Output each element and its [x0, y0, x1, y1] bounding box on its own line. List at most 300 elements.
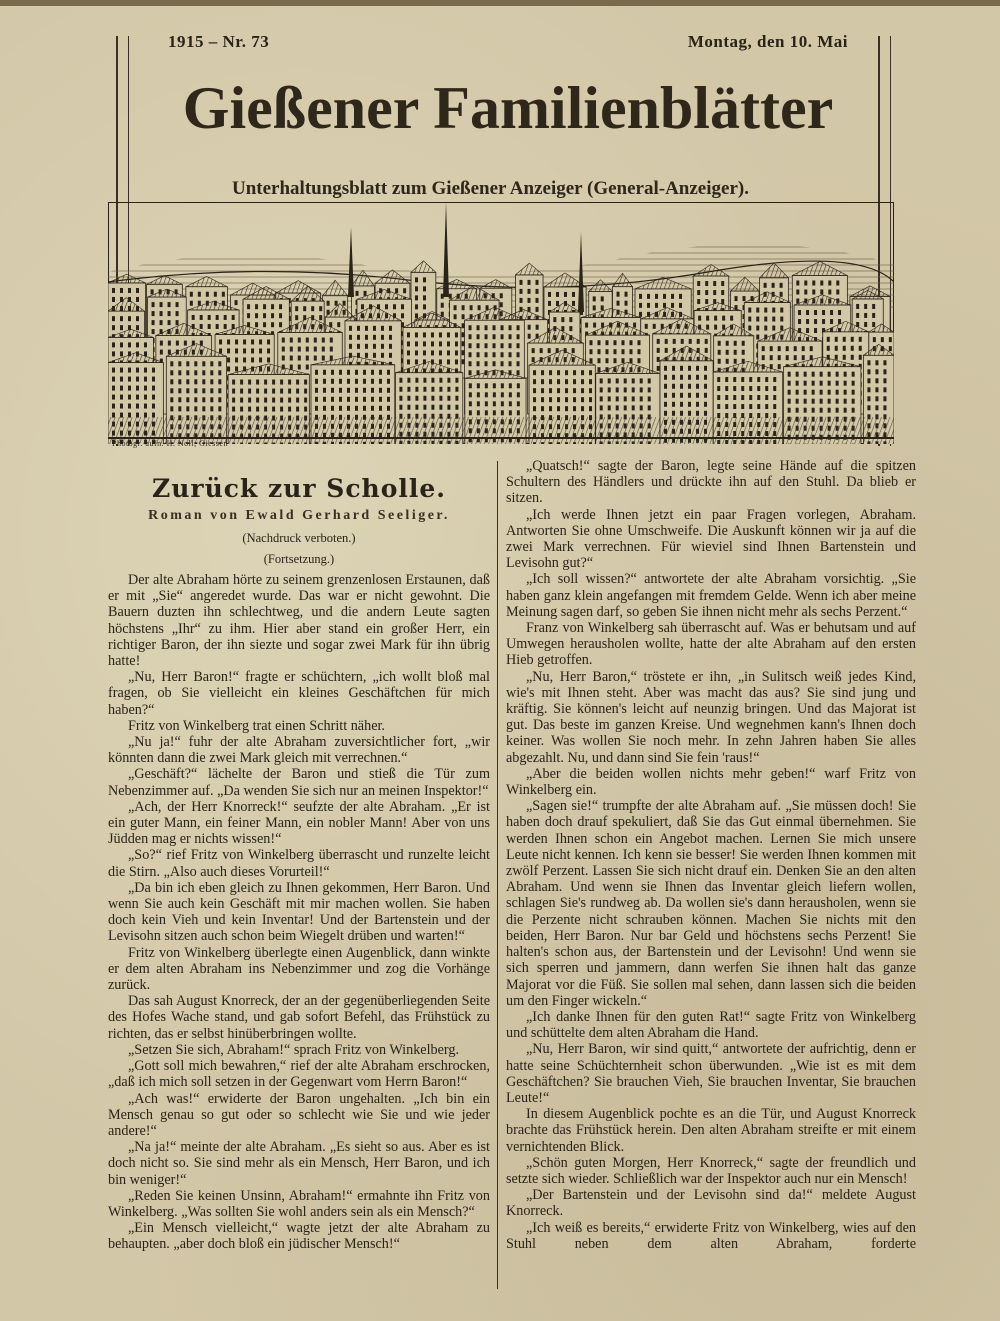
window [477, 325, 480, 330]
window [255, 304, 258, 309]
window [240, 380, 243, 385]
window [423, 295, 426, 300]
window [462, 305, 465, 310]
window [251, 348, 254, 353]
window [168, 302, 171, 307]
window [447, 359, 450, 364]
window [439, 341, 442, 346]
window [597, 340, 600, 345]
window [232, 380, 235, 385]
window [240, 389, 243, 394]
church-spire [443, 202, 449, 297]
roof [516, 263, 544, 275]
window [431, 405, 434, 410]
window [469, 334, 472, 339]
window [136, 404, 139, 409]
window [605, 358, 608, 363]
window [788, 399, 791, 404]
window [812, 390, 815, 395]
window [290, 365, 293, 370]
window [706, 316, 709, 321]
window [528, 298, 531, 303]
window [271, 313, 274, 318]
window [765, 395, 768, 400]
window [280, 407, 283, 412]
window [120, 395, 123, 400]
window [856, 304, 859, 309]
window [601, 323, 604, 328]
window [632, 405, 635, 410]
window [152, 329, 155, 334]
window [462, 314, 465, 319]
window [772, 317, 775, 322]
window [144, 386, 147, 391]
window [704, 402, 707, 407]
window [616, 405, 619, 410]
window [704, 384, 707, 389]
window [533, 397, 536, 402]
window [176, 320, 179, 325]
window [128, 395, 131, 400]
window [462, 341, 465, 346]
window [632, 378, 635, 383]
window [272, 389, 275, 394]
window [160, 350, 163, 355]
window [859, 337, 862, 342]
window [875, 369, 878, 374]
window [455, 332, 458, 337]
window [717, 404, 720, 409]
window [144, 342, 147, 347]
window [373, 326, 376, 331]
window [770, 355, 773, 360]
window [232, 398, 235, 403]
window [112, 395, 115, 400]
window [573, 379, 576, 384]
window [680, 366, 683, 371]
window [820, 381, 823, 386]
paragraph: „Ich werde Ihnen jetzt ein paar Fragen vorlegen, Abraham. Antworten Sie ohne Umschweife. Die Auskunft können wir ja auf die zwei Mark verrechnen. Für wieviel sind Ihnen Bartenstein und Levisohn gut?“ [506, 506, 916, 572]
window [517, 352, 520, 357]
window [796, 390, 799, 395]
window [381, 335, 384, 340]
paragraph: „Setzen Sie sich, Abraham!“ sprach Fritz von Winkelberg. [128, 1041, 460, 1058]
window [331, 370, 334, 375]
paragraph: Das sah August Knorreck, der an der gegenüberliegenden Seite des Hofes Wache stand, und gab sofort Befehl, das Frühstück zu richten, das er selbst hinüberbringen wollte. [108, 993, 490, 1042]
window [112, 351, 115, 356]
window [528, 289, 531, 294]
window [536, 289, 539, 294]
window [455, 350, 458, 355]
window [315, 397, 318, 402]
window [772, 283, 775, 288]
reprint-notice: (Nachdruck verboten.) [242, 531, 356, 545]
window [637, 358, 640, 363]
window [679, 294, 682, 299]
window [714, 325, 717, 330]
window [501, 334, 504, 339]
window [533, 379, 536, 384]
window [828, 289, 831, 294]
window [778, 364, 781, 369]
window [549, 388, 552, 393]
window [556, 301, 559, 306]
window [549, 370, 552, 375]
window [399, 387, 402, 392]
paragraph: „Ach, der Herr Knorreck!“ seufzte der alte Abraham. „Er ist ein guter Mann, ein feiner Mann, ein nobler Mann! Aber von uns Jüdden mag er nichts wissen!“ [108, 798, 490, 848]
window [657, 366, 660, 371]
window [757, 395, 760, 400]
window [664, 393, 667, 398]
window [812, 408, 815, 413]
window [633, 323, 636, 328]
window [170, 406, 173, 411]
window [387, 397, 390, 402]
window [852, 408, 855, 413]
window [680, 384, 683, 389]
window [867, 378, 870, 383]
paragraph: „Na ja!“ meinte der alte Abraham. „Es sieht so aus. Aber es ist doch nicht so. Sie sind mehr als ein Mensch, Herr Baron, und ich bin weniger!“ [108, 1139, 490, 1188]
window [415, 341, 418, 346]
window [749, 377, 752, 382]
window [128, 368, 131, 373]
window [718, 350, 721, 355]
window [454, 305, 457, 310]
window [541, 397, 544, 402]
window [248, 389, 251, 394]
window [144, 377, 147, 382]
window [593, 323, 596, 328]
window [557, 370, 560, 375]
window [664, 375, 667, 380]
window [698, 316, 701, 321]
window [883, 360, 886, 365]
window [672, 384, 675, 389]
paragraph: „Nu, Herr Baron,“ tröstete er ihn, „in Sulitsch weiß jedes Kind, wie's mit Ihnen steht. Aber was macht das aus? Sie sind jung und kräftig. Sie können's leicht auf neunzig bringen. Und das Majorat ist gut. Das beste im ganzen Kreise. Und wegnehmen kann's Ihnen doch keiner. Was wollen Sie noch mehr. In zehn Jahren haben Sie alles abgezahlt. Nu, und dann sind Sie fein 'raus!“ [506, 668, 916, 766]
window [219, 348, 222, 353]
window [548, 348, 551, 353]
window [517, 361, 520, 366]
window [493, 325, 496, 330]
window [190, 292, 193, 297]
window [864, 313, 867, 318]
window [718, 359, 721, 364]
window [533, 388, 536, 393]
window [407, 378, 410, 383]
window [485, 334, 488, 339]
window [355, 388, 358, 393]
window [621, 358, 624, 363]
window [704, 411, 707, 416]
window [194, 379, 197, 384]
window [327, 301, 330, 306]
window [120, 316, 123, 321]
window [280, 380, 283, 385]
window [820, 280, 823, 285]
window [486, 305, 489, 310]
window [385, 304, 388, 309]
window [152, 395, 155, 400]
window [864, 304, 867, 309]
window [243, 357, 246, 362]
window [772, 308, 775, 313]
window [780, 283, 783, 288]
window [379, 406, 382, 411]
window [439, 332, 442, 337]
window [222, 292, 225, 297]
window [251, 339, 254, 344]
window [168, 320, 171, 325]
window [872, 304, 875, 309]
window [454, 314, 457, 319]
window [830, 319, 833, 324]
window [363, 388, 366, 393]
window [804, 408, 807, 413]
window [565, 406, 568, 411]
window [247, 313, 250, 318]
window [718, 341, 721, 346]
window [485, 361, 488, 366]
window [889, 346, 892, 351]
window [810, 346, 813, 351]
window [726, 359, 729, 364]
window [288, 380, 291, 385]
window [501, 383, 504, 388]
window [672, 366, 675, 371]
window [549, 406, 552, 411]
window [852, 372, 855, 377]
window [569, 317, 572, 322]
window [657, 339, 660, 344]
window [528, 280, 531, 285]
window [323, 397, 326, 402]
window [648, 396, 651, 401]
window [556, 292, 559, 297]
window [764, 317, 767, 322]
window [814, 319, 817, 324]
window [280, 398, 283, 403]
window [168, 350, 171, 355]
window [387, 370, 390, 375]
window [256, 398, 259, 403]
window [748, 317, 751, 322]
window [528, 334, 531, 339]
window [875, 396, 878, 401]
window [540, 348, 543, 353]
window [282, 338, 285, 343]
window [828, 381, 831, 386]
window [152, 320, 155, 325]
window [272, 398, 275, 403]
window [200, 341, 203, 346]
window [290, 347, 293, 352]
window [206, 292, 209, 297]
window [120, 404, 123, 409]
window [648, 378, 651, 383]
window [381, 353, 384, 358]
window [764, 326, 767, 331]
window [589, 397, 592, 402]
window [756, 308, 759, 313]
window [859, 355, 862, 360]
window [640, 378, 643, 383]
window [361, 304, 364, 309]
window [349, 326, 352, 331]
window [721, 281, 724, 286]
window [836, 372, 839, 377]
window [303, 306, 306, 311]
window [170, 379, 173, 384]
window [796, 298, 799, 303]
window [431, 341, 434, 346]
window [152, 413, 155, 418]
window [844, 399, 847, 404]
window [477, 410, 480, 415]
window [330, 338, 333, 343]
window [306, 347, 309, 352]
window [796, 280, 799, 285]
window [541, 379, 544, 384]
window [657, 348, 660, 353]
window [296, 389, 299, 394]
window [493, 361, 496, 366]
window [600, 396, 603, 401]
window [256, 407, 259, 412]
window [520, 289, 523, 294]
window [469, 383, 472, 388]
window [629, 349, 632, 354]
window [232, 315, 235, 320]
window [144, 413, 147, 418]
window [786, 346, 789, 351]
window [883, 387, 886, 392]
window [664, 402, 667, 407]
window [828, 408, 831, 413]
window [616, 396, 619, 401]
window [288, 407, 291, 412]
window [339, 370, 342, 375]
window [835, 355, 838, 360]
window [323, 388, 326, 393]
window [532, 357, 535, 362]
window [802, 355, 805, 360]
window [532, 348, 535, 353]
window [128, 413, 131, 418]
window [770, 346, 773, 351]
window [331, 379, 334, 384]
window [455, 396, 458, 401]
window [271, 322, 274, 327]
window [296, 380, 299, 385]
window [219, 339, 222, 344]
window [423, 304, 426, 309]
window [235, 348, 238, 353]
window [319, 306, 322, 311]
window [178, 361, 181, 366]
window [836, 408, 839, 413]
window [836, 381, 839, 386]
window [828, 280, 831, 285]
window [696, 393, 699, 398]
window [705, 339, 708, 344]
window [493, 410, 496, 415]
window [470, 305, 473, 310]
window [788, 381, 791, 386]
window [439, 350, 442, 355]
window [881, 337, 884, 342]
window [243, 339, 246, 344]
window [493, 334, 496, 339]
window [415, 313, 418, 318]
window [804, 381, 807, 386]
window [889, 337, 892, 342]
window [485, 410, 488, 415]
window [136, 288, 139, 293]
window [485, 383, 488, 388]
window [624, 396, 627, 401]
window [557, 397, 560, 402]
window [616, 378, 619, 383]
paragraph: „Ich danke Ihnen für den guten Rat!“ sagte Fritz von Winkelberg und schüttelte dem alten Abraham die Hand. [506, 1008, 916, 1042]
window [639, 303, 642, 308]
window [806, 310, 809, 315]
window [859, 346, 862, 351]
paragraph: „Ich soll wissen?“ antwortete der alte Abraham vorsichtig. „Sie haben ganz klein angefangen mit fremdem Gelde. Wenn ich aber meine Meinung sagen darf, so geben Sie ihnen nicht mehr als sechs Perzent.“ [506, 571, 916, 620]
window [569, 326, 572, 331]
window [765, 386, 768, 391]
window [469, 401, 472, 406]
window [355, 397, 358, 402]
window [176, 302, 179, 307]
window [696, 384, 699, 389]
window [120, 413, 123, 418]
window [756, 326, 759, 331]
window [697, 339, 700, 344]
window [804, 399, 807, 404]
window [509, 392, 512, 397]
window [208, 324, 211, 329]
window [423, 405, 426, 410]
window [864, 322, 867, 327]
window [335, 301, 338, 306]
window [355, 370, 358, 375]
window [339, 406, 342, 411]
window [851, 337, 854, 342]
window [314, 338, 317, 343]
window [734, 341, 737, 346]
window [509, 361, 512, 366]
window [665, 348, 668, 353]
window [629, 358, 632, 363]
window [617, 301, 620, 306]
window [541, 406, 544, 411]
window [218, 361, 221, 366]
window [645, 324, 648, 329]
window [363, 370, 366, 375]
window [478, 305, 481, 310]
window [780, 292, 783, 297]
window [447, 332, 450, 337]
window [298, 338, 301, 343]
window [128, 288, 131, 293]
window [822, 310, 825, 315]
window [773, 395, 776, 400]
window [331, 397, 334, 402]
window [315, 388, 318, 393]
window [186, 406, 189, 411]
window [194, 370, 197, 375]
window [136, 316, 139, 321]
